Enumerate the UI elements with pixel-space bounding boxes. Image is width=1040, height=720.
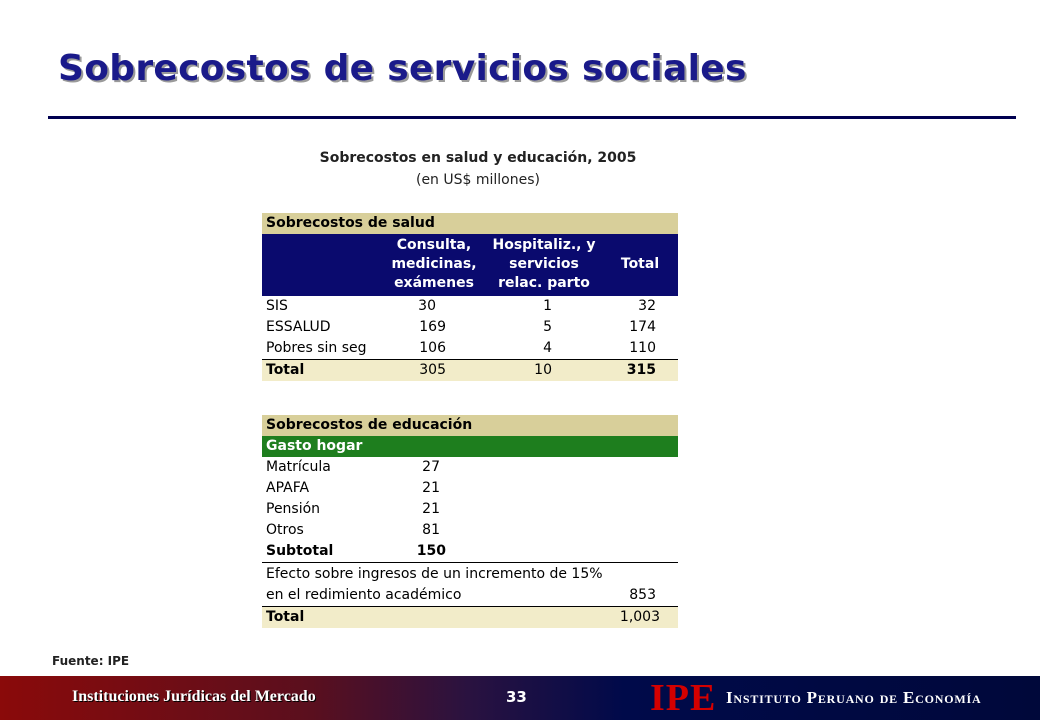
column-header-hospitalization: Hospitaliz., y servicios relac. parto <box>492 237 596 291</box>
institute-name: Instituto Peruano de Economía <box>726 688 982 707</box>
table-row: Matrícula 27 <box>266 459 440 475</box>
health-column-headers <box>262 234 678 296</box>
table-row: ESSALUD 169 5 174 <box>266 319 656 335</box>
ipe-logo: IPE <box>650 677 717 719</box>
title-divider <box>48 116 1016 119</box>
source-note: Fuente: IPE <box>52 654 130 668</box>
education-total-row: Total 1,003 <box>262 607 678 628</box>
education-subtotal-row: Subtotal 150 <box>262 541 678 563</box>
health-cost-table <box>262 213 678 381</box>
column-header-consultation: Consulta, medicinas, exámenes <box>391 237 477 291</box>
education-cost-table <box>262 415 678 628</box>
health-total-row: Total 305 10 315 <box>262 360 678 381</box>
effect-row-line2: en el redimiento académico 853 <box>262 585 678 607</box>
footer-bar <box>0 676 1040 720</box>
education-group-header: Gasto hogar <box>262 436 678 457</box>
table-row: Pobres sin seg 106 4 110 <box>262 338 678 360</box>
page-number: 33 <box>506 688 527 706</box>
column-header-total: Total <box>620 256 660 272</box>
table-units: (en US$ millones) <box>415 172 540 188</box>
health-table-header <box>262 213 678 234</box>
slide-title: Sobrecostos de servicios sociales <box>58 48 747 89</box>
table-row: Otros 81 <box>266 522 440 538</box>
table-row: SIS 30 1 32 <box>266 298 656 314</box>
table-row: APAFA 21 <box>266 480 440 496</box>
health-table-header-label: Sobrecostos de salud <box>266 215 435 231</box>
table-title: Sobrecostos en salud y educación, 2005 <box>319 150 637 166</box>
table-row: Pensión 21 <box>266 501 440 517</box>
education-table-header-label: Sobrecostos de educación <box>266 417 473 433</box>
effect-row-line1: Efecto sobre ingresos de un incremento de 15% <box>266 566 603 582</box>
education-table-header <box>262 415 678 436</box>
footer-left-text: Instituciones Jurídicas del Mercado <box>72 688 316 705</box>
